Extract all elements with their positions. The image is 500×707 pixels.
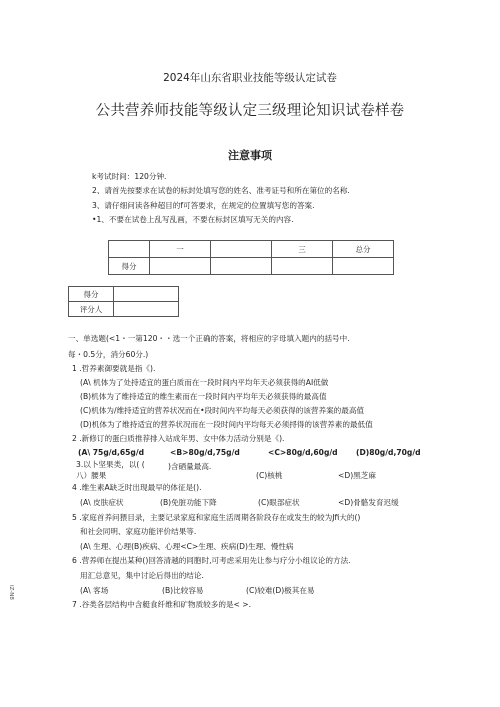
paper-title: 公共营养师技能等级认定三级理论知识试卷样卷 [95, 103, 405, 119]
q6-option-cd: (C)较难(D)极其在易 [246, 586, 315, 595]
q4-option-a: (A\ 皮肤症状 [80, 498, 124, 507]
question-6: 6 .营养师在提出某种()回答清越的同胞时,可考虑采用先让参与疗分小组议论的方法. [72, 556, 351, 565]
score-header-cell [211, 241, 272, 258]
section-subtitle: 每・0.5分，消分60分.) [68, 350, 149, 359]
score-header-cell [109, 241, 150, 258]
q2-option-b: <B>80g/d,75g/d [170, 448, 240, 457]
q1-option-a: (A\ 机体为了处持适宜的蛋白质而在一段时间内平均年天必须获得的AI低做 [80, 378, 329, 387]
question-3-tail: )含硒量最高. [168, 462, 212, 471]
q4-option-c: (C)眼部症状 [258, 498, 300, 507]
score-table [108, 240, 394, 275]
note-4: •1、不要在试卷上乱写乱画，不要在标封区填写无关的内容. [92, 215, 294, 224]
score-row-label: 得分 [109, 258, 150, 275]
score-input-cell[interactable] [333, 258, 394, 275]
exam-title: 2024年山东省职业技能等级认定试卷 [163, 72, 337, 84]
score-header-cell: 三 [272, 241, 333, 258]
note-1: k考试时间：120分钟. [92, 172, 167, 181]
score-input-cell[interactable] [150, 258, 211, 275]
score-header-cell: 一 [150, 241, 211, 258]
q6-option-a: (A\ 客场 [80, 586, 109, 595]
question-1: 1 .哲养素御要就是指《). [72, 364, 156, 373]
q6-option-b: (B)比较容易 [162, 586, 204, 595]
q3-option-d: <D)黑芝麻 [338, 471, 376, 480]
question-3: 3.以卜坚果类，以( ( [76, 460, 145, 469]
q3-option-c: (C)核桃 [256, 471, 283, 480]
section-title: 一、单选题(<1・一第120・・选一个正确的答案，将相应的字母填入题内的括号中. [68, 334, 350, 343]
q1-option-d: (D)机体为了维持适宜的营养状况而在一段时间内平均每天必须捋得的该营养素的最低值 [80, 420, 373, 429]
note-2: 2、请首先按要求在试卷的标封处填写您的姓名、准考证号和所在第位的名称. [92, 186, 350, 195]
q2-option-a: (A\ 75g/d,65g/d [78, 448, 145, 457]
score-input-cell[interactable] [272, 258, 333, 275]
grader-score-label: 得分 [69, 287, 114, 302]
question-6-line-2: 用汇总意见，集中讨论后得出的结论. [80, 571, 204, 580]
notice-title: 注意事项 [228, 149, 272, 162]
score-input-cell[interactable] [211, 258, 272, 275]
question-2: 2 .新修订的蛋臼质推荐排入站成年男、女中体力活动分别是《). [72, 434, 285, 443]
grader-name-label: 评分人 [69, 302, 114, 317]
question-5-line-2: 和社会同明、家庭功能评价结果等. [80, 527, 197, 536]
grader-name-cell[interactable] [114, 302, 179, 317]
q5-options: (A\ 生理、心理(B)疾病、心理<C>生理、疾病(D)生理、慢性病 [80, 542, 294, 551]
score-header-cell: 总分 [333, 241, 394, 258]
q3-option-a: 八）腰果 [76, 471, 107, 480]
question-4: 4 .维生素A缺乏时出现最早的体征是(). [72, 483, 202, 492]
grader-score-cell[interactable] [114, 287, 179, 302]
q2-option-d: (D)80g/d,70g/d [356, 448, 421, 457]
q1-option-c: (C)机体为/维持适宜的营养状况而在•段时间内平均每天必须获得的该营养案的最高值 [80, 406, 365, 415]
grader-table [68, 286, 179, 317]
q4-option-d: <D)骨骼发育迟缓 [338, 498, 399, 507]
q4-option-b: (B)免脏功能下降 [160, 498, 217, 507]
note-3: 3、请仔细问读各种超目的f可答要求，在规定的位置填写您的答案. [92, 201, 315, 210]
q2-option-c: <C>80g/d,60g/d [268, 448, 338, 457]
q1-option-b: (B)机体为了维持适宜的维生素而在一段时间内平均年天必须获得的最高值 [80, 392, 327, 401]
question-7: 7 .谷类各层结构中含艇食纤维和矿物质较多的是< >. [72, 600, 252, 609]
question-5: 5 .家庭首养问猥目录，主要记录家庭和家庭生活周期各阶段存在或发生的较为Jfi大的() [72, 513, 361, 522]
side-margin-text: IZ-N8 [8, 585, 14, 600]
